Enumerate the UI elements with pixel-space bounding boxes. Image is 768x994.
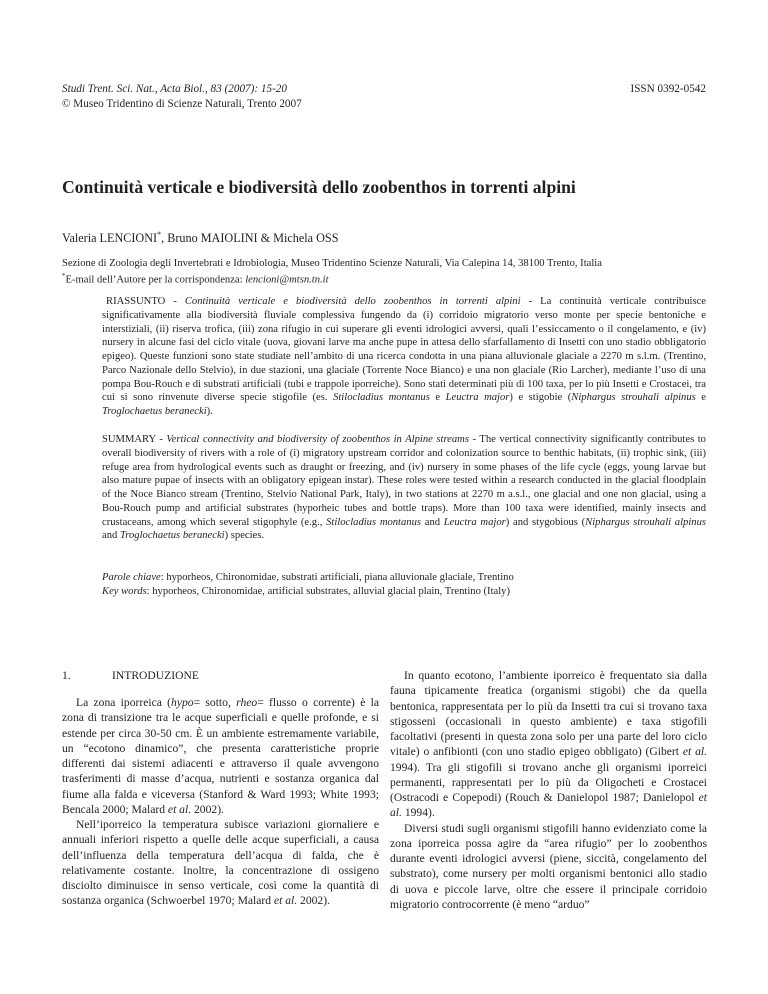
correspondence-line: *E-mail dell’Autore per la corrispondenza: lencioni@mtsn.tn.it (62, 272, 329, 286)
riassunto: RIASSUNTO - Continuità verticale e biodiversità dello zoobenthos in torrenti alpini - La continuità verticale contribuisce significativamente alla biodiversità fluviale complessiva fungendo da (i) corridoio migratorio verso monte per specie bentoniche e interstiziali, (ii) riserva trofica, (iii) zona rifugio in cui superare gli eventi idrologici avversi, quali l’essiccamento o il congelamento, e (iv) nursery in alcune fasi del ciclo vitale (uova, giovani larve ma anche pupe in attesa dello sfarfallamento di Insetti con uno stadio obbligatorio epigeo). Queste funzioni sono state studiate nell’ambito di una ricerca condotta in una piana alluvionale glaciale a 2270 m s.l.m. (Trentino, Parco Nazionale dello Stelvio), in due stazioni, una glaciale (Torrente Noce Bianco) e una non glaciale (Rio Larcher), mediante l’uso di una pompa Bou-Rouch e di substrati artificiali (tubi e trappole iporreiche). Sono stati determinati più di 100 taxa, per lo più Insetti e Crostacei, tra cui si sono rinvenute diverse specie stigofile (es. Stilocladius montanus e Leuctra major) e stigobie (Niphargus strouhali alpinus e Troglochaetus beranecki). (102, 296, 707, 417)
paragraph: Diversi studi sugli organismi stigofili hanno evidenziato come la zona iporreica possa agire da “area rifugio” per lo zoobenthos durante eventi idrologici avversi (piene, siccità, congelamento del substrato), come nursery per molti organismi bentonici allo stadio di uova e piccole larve, oltre che essere il principale corridoio migratorio controcorrente (è meno “arduo” (390, 821, 707, 911)
keywords-italian: Parole chiave: hyporheos, Chironomidae, substrati artificiali, piana alluvionale glaciale, Trentino (102, 572, 514, 583)
copyright-line: © Museo Tridentino di Scienze Naturali, Trento 2007 (62, 97, 302, 110)
keywords-english: Key words: hyporheos, Chironomidae, artificial substrates, alluvial glacial plain, Trentino (Italy) (102, 585, 510, 597)
section-heading (62, 668, 379, 683)
author-email: lencioni@mtsn.tn.it (245, 274, 329, 286)
journal-citation (62, 82, 482, 111)
paper-title: Continuità verticale e biodiversità dello zoobenthos in torrenti alpini (62, 177, 576, 197)
journal-reference: Studi Trent. Sci. Nat., Acta Biol., 83 (2007): 15-20 (62, 83, 287, 95)
section-number: 1. (62, 669, 71, 682)
author-list (62, 227, 712, 246)
paragraph: La zona iporreica (hypo= sotto, rheo= flusso o corrente) è la zona di transizione tra le acque superficiali e quelle profonde, e si estende per circa 30-50 cm. È un ambiente estremamente variabile, un “ecotono dinamico”, che presenta caratteristiche proprie differenti dai sistemi adiacenti e attraverso il quale avvengono trasferimenti di masse d’acqua, nutrienti e sostanza organica dal fiume alla falda e viceversa (Stanford & Ward 1993; White 1993; Bencala 2000; Malard et al. 2002). (62, 696, 379, 816)
section-title: INTRODUZIONE (112, 669, 199, 682)
affiliation (62, 257, 722, 287)
body-column-left (62, 668, 379, 909)
summary: SUMMARY - Vertical connectivity and biodiversity of zoobenthos in Alpine streams - The vertical connectivity significantly contributes to overall biodiversity of rivers with a role of (i) migratory upstream corridor and colonization source to benthic habitats, (ii) trophic sink, (iii) refuge area from hydrological events such as draught or freezing, and (iv) nursery in some phases of the life cycle (eggs, young larvae but also mature pupae of insects with an obligatory epigean instar). These roles were tested within a research conducted in the glacial floodplain of the Noce Bianco stream (Trentino, Stelvio National Park, Italy), in two stations at 2270 m a.s.l., one glacial and one non glacial, using a Bou-Rouch pump and artificial substrates (hyporheic tubes and bottle traps). More than 100 taxa were identified, mainly insects and crustaceans, among which several stigophyle (e.g., Stilocladius montanus and Leuctra major) and stygobious (Niphargus strouhali alpinus and Troglochaetus beranecki) species. (102, 434, 706, 542)
corresponding-mark: * (157, 230, 162, 239)
paragraph: In quanto ecotono, l’ambiente iporreico è frequentato sia dalla fauna tipicamente freatica (organismi stigobi) che da quella bentonica, rappresentata per lo più da Insetti tra cui si trovano taxa stigosseni (occasionali in questo ambiente) e taxa stigofili facoltativi (presenti in questa zona solo per una parte del loro ciclo vitale) o anfibionti (con uno stadio epigeo obbligato) (Gibert et al. 1994). Tra gli stigofili si trovano anche gli organismi iporreici permanenti, rappresentati per lo più da Oligocheti e Crostacei (Ostracodi e Copepodi) (Rouch & Danielopol 1987; Danielopol et al. 1994). (390, 669, 708, 820)
corresponding-author: Valeria LENCIONI (62, 231, 158, 246)
paragraph: Nell’iporreico la temperatura subisce variazioni giornaliere e annuali inferiori rispetto a quelle delle acque superficiali, a causa dell’influenza della temperatura dell’acqua di falda, che è relativamente costante. Inoltre, la concentrazione di ossigeno disciolto diminuisce in senso verticale, così come la quantità di sostanza organica (Schwoerbel 1970; Malard et al. 2002). (62, 818, 379, 908)
issn: ISSN 0392-0542 (630, 83, 706, 95)
body-column-right (390, 668, 707, 912)
affiliation-address: Sezione di Zoologia degli Invertebrati e Idrobiologia, Museo Tridentino Scienze Naturali, Via Calepina 14, 38100 Trento, Italia (62, 258, 602, 269)
keywords (102, 571, 706, 599)
other-authors: , Bruno MAIOLINI & Michela OSS (161, 231, 339, 246)
